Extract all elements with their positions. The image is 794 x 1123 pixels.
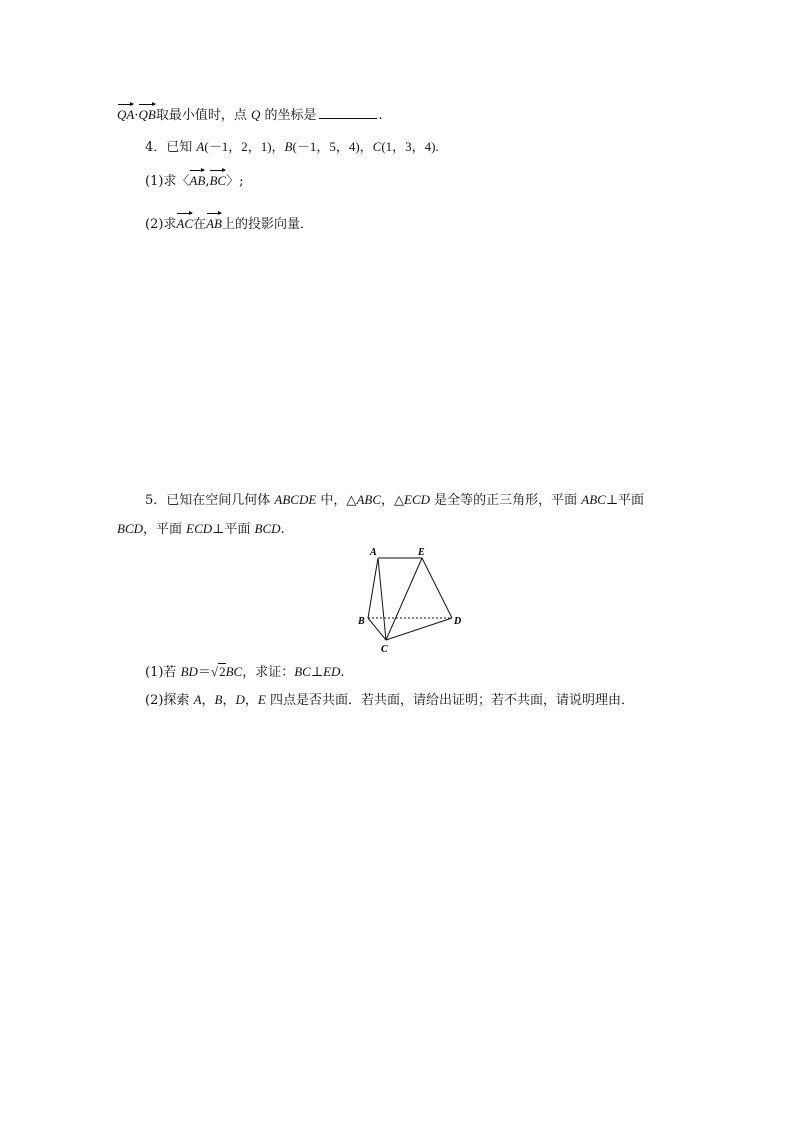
q4-p1-sep: ,: [205, 174, 210, 189]
edge-ed: [422, 558, 452, 618]
q5-s1-end: .: [340, 665, 345, 680]
q4-part1: [145, 173, 243, 190]
answer-blank: [319, 107, 377, 119]
label-c: C: [381, 644, 388, 655]
point-b-coords: (－1，5，4)，: [292, 139, 373, 154]
dot-operator: ·: [134, 108, 139, 123]
q3-text2: 的坐标是: [260, 108, 317, 123]
q5-s1-bc: BC: [225, 664, 243, 679]
point-q: Q: [250, 107, 261, 122]
q4-part2: [145, 216, 313, 233]
q5-s2-e: E: [257, 692, 266, 707]
point-a-coords: (－1，2，1)，: [204, 139, 285, 154]
edge-ac: [378, 558, 386, 640]
q5-s1-prefix: (1)若: [145, 665, 181, 680]
label-b: B: [358, 616, 365, 627]
vector-bc: BC: [209, 173, 227, 188]
q5-s2-d: D: [235, 692, 245, 707]
q5-plane4: BCD: [254, 521, 281, 536]
point-c-coords: (1，3，4).: [381, 139, 439, 154]
q5-triangle2: ECD: [404, 492, 430, 507]
q5-plane3: ECD: [186, 521, 213, 536]
label-a: A: [370, 547, 377, 558]
q5-s2-b: B: [214, 692, 223, 707]
q5-plane2: BCD: [117, 521, 143, 536]
vector-qb: QB: [138, 107, 156, 122]
q5-part2: [145, 692, 634, 709]
q4-p2-mid: 在: [193, 217, 207, 232]
label-d: D: [454, 616, 462, 627]
q4-p1-prefix: (1)求〈: [145, 174, 190, 189]
q3-text: 取最小值时，点: [155, 108, 251, 123]
q5-mid: ，平面: [143, 522, 187, 537]
point-a: A: [196, 139, 205, 154]
q4-number: 4．已知: [145, 140, 197, 155]
q5-desc: 是全等的正三角形，平面: [430, 493, 582, 508]
vector-ab: AB: [189, 173, 206, 188]
vector-qa: QA: [117, 107, 135, 122]
vector-ac: AC: [176, 216, 194, 231]
q5-s1-mid: ，求证：: [242, 665, 295, 680]
vector-ab-2: AB: [206, 216, 222, 231]
edge-ec: [386, 558, 422, 640]
label-e: E: [418, 547, 425, 558]
q5-end: .: [280, 522, 285, 537]
q5-s1-bd: BD: [180, 664, 198, 679]
point-c: C: [372, 139, 382, 154]
q4-p1-suffix: 〉;: [226, 174, 244, 189]
sqrt-two: [211, 663, 226, 679]
edge-bc: [368, 618, 386, 640]
q5-s2-text: 四点是否共面．若共面，请给出证明；若不共面，请说明理由．: [265, 693, 634, 708]
q5-s2-c1: ，: [201, 693, 215, 708]
q5-plane1: ABC: [581, 492, 606, 507]
q3-tail-line: [117, 107, 383, 124]
q5-s1-bc2: BC: [294, 664, 311, 679]
q5-in: 中，△: [316, 493, 357, 508]
q5-s1-eq: ＝: [197, 665, 211, 680]
sqrt-sign: √: [210, 664, 219, 679]
q5-s2-c2: ，: [222, 693, 236, 708]
q5-part1: [145, 664, 345, 681]
q5-solid: ABCDE: [274, 492, 317, 507]
q5-perp1: ⊥平面: [605, 493, 645, 508]
q5-s2-a: A: [193, 692, 202, 707]
solid-figure: [352, 544, 492, 656]
q4-p2-suffix: 上的投影向量．: [221, 217, 313, 232]
q5-s1-ed: ED: [323, 664, 341, 679]
q5-triangle1: ABC: [356, 492, 381, 507]
sqrt-radicand: 2: [219, 664, 226, 679]
q5-sep: ，△: [381, 493, 404, 508]
q5-perp2: ⊥平面: [212, 522, 255, 537]
q3-end: .: [378, 108, 383, 123]
q5-number: 5．已知在空间几何体: [145, 493, 275, 508]
q5-statement-line1: [145, 492, 644, 509]
q4-p2-prefix: (2)求: [145, 217, 177, 232]
q5-s2-prefix: (2)探索: [145, 693, 194, 708]
edge-ab: [368, 558, 378, 618]
q4-statement: [145, 139, 439, 156]
edge-cd: [386, 618, 452, 640]
q5-s1-perp: ⊥: [310, 665, 324, 680]
q5-statement-line2: [117, 521, 285, 538]
q5-s2-c3: ，: [244, 693, 258, 708]
point-b: B: [284, 139, 293, 154]
